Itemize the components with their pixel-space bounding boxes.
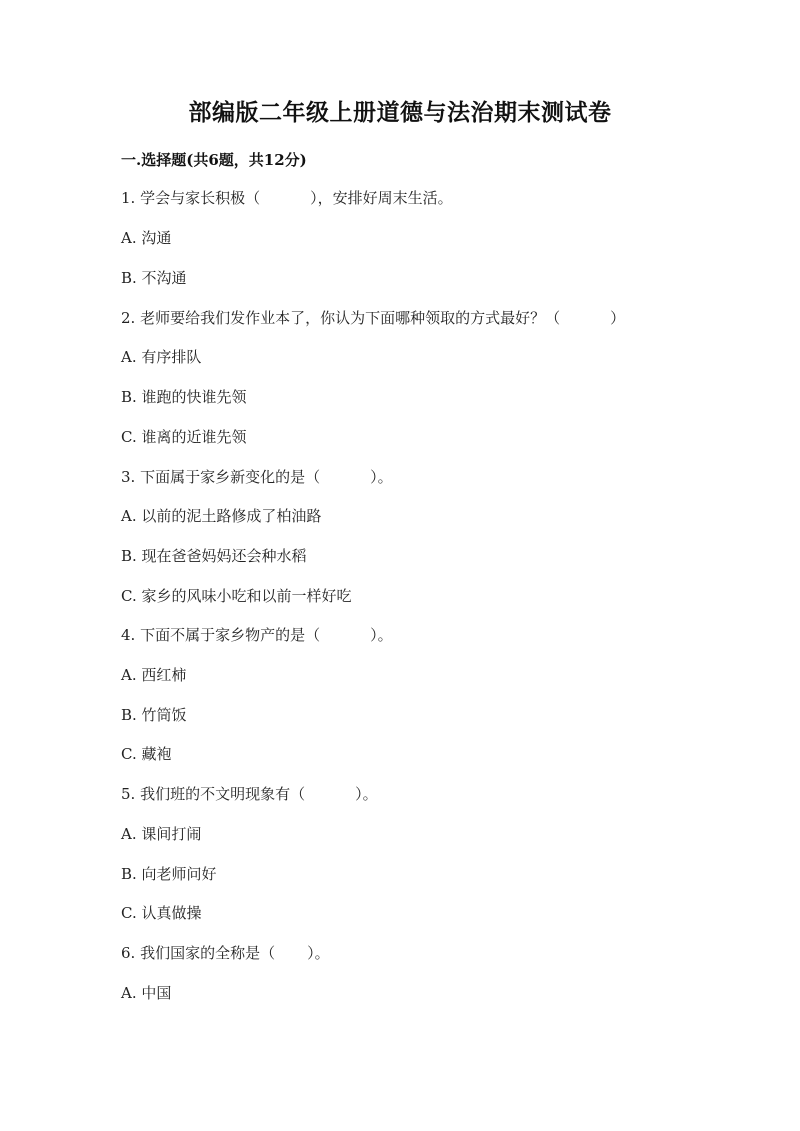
section-header: 一.选择题(共6题，共12分) xyxy=(121,151,307,169)
question-4-option-b: B. 竹筒饭 xyxy=(121,706,187,724)
question-6-stem: 6. 我们国家的全称是（ ）。 xyxy=(121,944,330,962)
question-3-option-a: A. 以前的泥土路修成了柏油路 xyxy=(121,507,322,525)
question-5-option-a: A. 课间打闹 xyxy=(121,825,202,843)
question-5-option-c: C. 认真做操 xyxy=(121,904,202,922)
question-6-option-a: A. 中国 xyxy=(121,984,172,1002)
question-5-stem: 5. 我们班的不文明现象有（ ）。 xyxy=(121,785,378,803)
question-2-option-a: A. 有序排队 xyxy=(121,348,202,366)
question-5-option-b: B. 向老师问好 xyxy=(121,865,217,883)
page-title: 部编版二年级上册道德与法治期末测试卷 xyxy=(188,99,612,126)
question-1-option-b: B. 不沟通 xyxy=(121,269,187,287)
question-4-option-c: C. 藏袍 xyxy=(121,745,172,763)
question-2-option-c: C. 谁离的近谁先领 xyxy=(121,428,247,446)
question-1-stem: 1. 学会与家长积极（ ），安排好周末生活。 xyxy=(121,189,453,207)
question-2-option-b: B. 谁跑的快谁先领 xyxy=(121,388,247,406)
question-4-option-a: A. 西红柿 xyxy=(121,666,187,684)
question-3-stem: 3. 下面属于家乡新变化的是（ ）。 xyxy=(121,468,393,486)
question-4-stem: 4. 下面不属于家乡物产的是（ ）。 xyxy=(121,626,393,644)
question-3-option-c: C. 家乡的风味小吃和以前一样好吃 xyxy=(121,587,352,605)
question-3-option-b: B. 现在爸爸妈妈还会种水稻 xyxy=(121,547,307,565)
question-1-option-a: A. 沟通 xyxy=(121,229,172,247)
question-2-stem: 2. 老师要给我们发作业本了，你认为下面哪种领取的方式最好？（ ） xyxy=(121,309,626,327)
